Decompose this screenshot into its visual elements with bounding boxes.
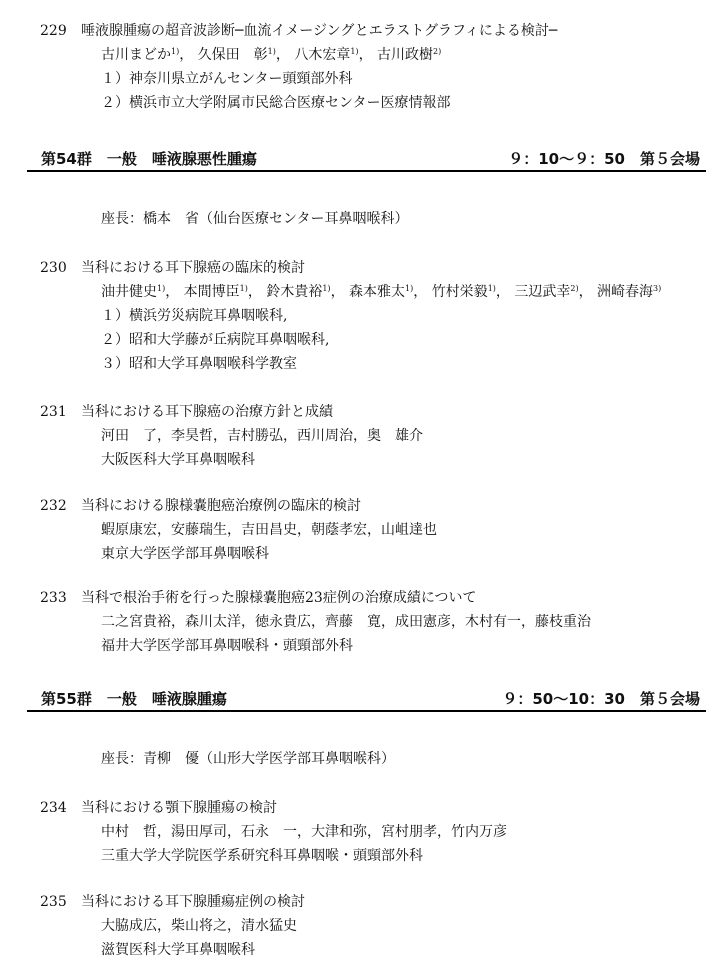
session-label: 第54群 一般 唾液腺悪性腫瘍 — [41, 150, 257, 168]
author-affiliation-mark: 3) — [653, 284, 662, 293]
author: 古川政樹 — [377, 47, 434, 63]
affiliation: ２）横浜市立大学附属市民総合医療センター医療情報部 — [101, 95, 451, 111]
author-list — [101, 43, 441, 67]
author-separator: ， — [358, 47, 373, 63]
author: 洲崎春海 — [597, 284, 654, 300]
session-label: 第55群 一般 唾液腺腫瘍 — [41, 690, 227, 708]
author-separator: ， — [413, 284, 428, 300]
author-affiliation-mark: 1) — [239, 284, 248, 293]
author-affiliation-mark: 1) — [350, 47, 359, 56]
author-list: 二之宮貴裕，森川太洋，徳永貴広，齊藤 寛，成田憲彦，木村有一，藤枝重治 — [101, 614, 591, 630]
session-time-room: ９：50〜10：30 第５会場 — [502, 690, 700, 708]
abstract-number: 230 — [40, 260, 67, 276]
author-affiliation-mark: 1) — [322, 284, 331, 293]
author: 鈴木貴裕 — [266, 284, 323, 300]
author-list: 蝦原康宏，安藤瑞生，吉田昌史，朝蔭孝宏，山岨達也 — [101, 522, 437, 538]
session-header — [27, 688, 706, 712]
author-affiliation-mark: 2) — [433, 47, 442, 56]
author: 油井健史 — [101, 284, 157, 300]
abstract-number: 235 — [40, 894, 67, 910]
author: 八木宏章 — [294, 47, 351, 63]
author-list: 大脇成広，柴山将之，清水猛史 — [101, 918, 297, 934]
abstract-number: 233 — [40, 590, 67, 606]
author: 本間博臣 — [183, 284, 240, 300]
abstract-number: 232 — [40, 498, 67, 514]
author-separator: ， — [165, 284, 180, 300]
session-chair: 座長：橋本 省（仙台医療センター耳鼻咽喉科） — [101, 211, 409, 227]
abstract-title: 唾液腺腫瘍の超音波診断─血流イメージングとエラストグラフィによる検討─ — [81, 23, 558, 39]
affiliation: 大阪医科大学耳鼻咽喉科 — [101, 452, 255, 468]
author-affiliation-mark: 2) — [570, 284, 579, 293]
author-affiliation-mark: 1) — [487, 284, 496, 293]
abstract-title: 当科における耳下腺癌の治療方針と成績 — [81, 404, 333, 420]
abstract-number: 229 — [40, 23, 67, 39]
affiliation: １）神奈川県立がんセンター頭頸部外科 — [101, 71, 353, 87]
abstract-title: 当科における耳下腺腫瘍症例の検討 — [81, 894, 305, 910]
abstract-title: 当科で根治手術を行った腺様嚢胞癌23症例の治療成績について — [81, 590, 477, 606]
affiliation: 三重大学大学院医学系研究科耳鼻咽喉・頭頸部外科 — [101, 848, 423, 864]
author-list: 河田 了，李昊哲，吉村勝弘，西川周治，奥 雄介 — [101, 428, 423, 444]
author: 三辺武幸 — [514, 284, 571, 300]
author-separator: ， — [247, 284, 262, 300]
author-list: 中村 哲，湯田厚司，石永 一，大津和弥，宮村朋孝，竹内万彦 — [101, 824, 507, 840]
affiliation: １）横浜労災病院耳鼻咽喉科, — [101, 308, 288, 324]
author-list — [101, 280, 661, 304]
author-separator: ， — [330, 284, 345, 300]
author: 竹村栄毅 — [431, 284, 488, 300]
author-separator: ， — [275, 47, 290, 63]
session-header — [27, 148, 706, 172]
abstract-number: 234 — [40, 800, 67, 816]
affiliation: ２）昭和大学藤が丘病院耳鼻咽喉科, — [101, 332, 330, 348]
affiliation: 福井大学医学部耳鼻咽喉科・頭頸部外科 — [101, 638, 353, 654]
abstract-title: 当科における腺様嚢胞癌治療例の臨床的検討 — [81, 498, 361, 514]
abstract-number: 231 — [40, 404, 67, 420]
abstract-title: 当科における顎下腺腫瘍の検討 — [81, 800, 277, 816]
author: 古川まどか — [101, 47, 171, 63]
author-affiliation-mark: 1) — [405, 284, 414, 293]
author-separator: ， — [495, 284, 510, 300]
author: 久保田 彰 — [197, 47, 268, 63]
author-separator: ， — [578, 284, 593, 300]
affiliation: 滋賀医科大学耳鼻咽喉科 — [101, 942, 255, 958]
author-affiliation-mark: 1) — [171, 47, 180, 56]
session-time-room: ９：10〜９：50 第５会場 — [508, 150, 700, 168]
author-affiliation-mark: 1) — [267, 47, 276, 56]
author-affiliation-mark: 1) — [157, 284, 166, 293]
author-separator: ， — [179, 47, 194, 63]
author: 森本雅太 — [349, 284, 406, 300]
abstract-title: 当科における耳下腺癌の臨床的検討 — [81, 260, 305, 276]
affiliation: 東京大学医学部耳鼻咽喉科 — [101, 546, 269, 562]
affiliation: ３）昭和大学耳鼻咽喉科学教室 — [101, 356, 297, 372]
session-chair: 座長：青柳 優（山形大学医学部耳鼻咽喉科） — [101, 751, 395, 767]
